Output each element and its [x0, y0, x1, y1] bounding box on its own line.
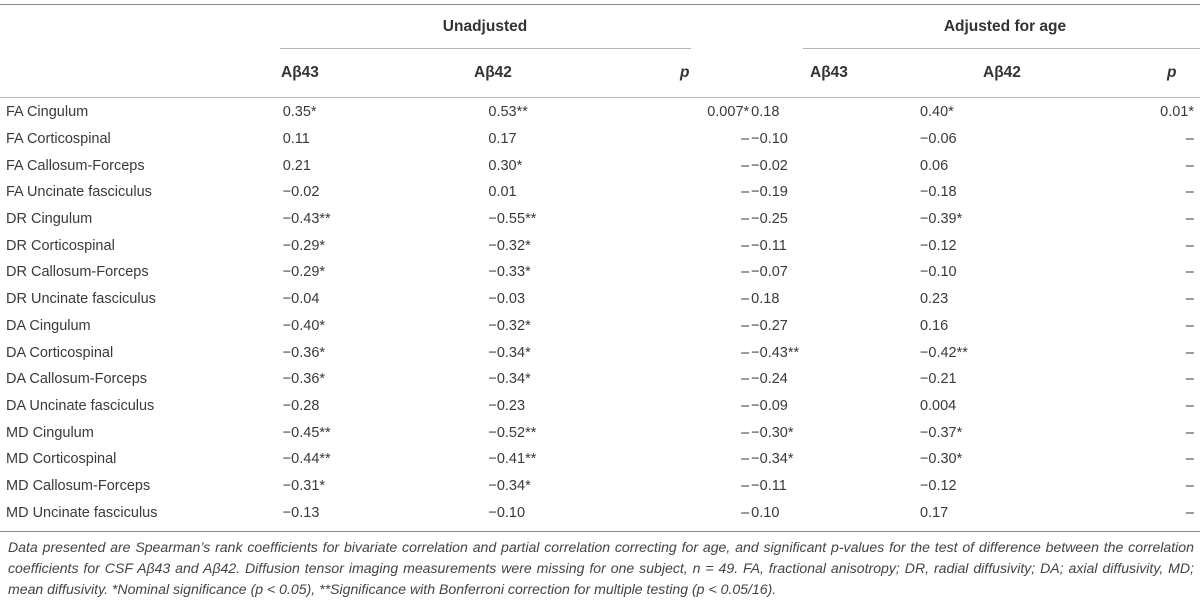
unadjusted-ab43-value: −0.02	[282, 184, 320, 201]
adjusted-p-value: –	[1185, 291, 1194, 308]
row-label: FA Cingulum	[6, 104, 89, 121]
row-label: MD Corticospinal	[6, 451, 117, 468]
row-label: DR Cingulum	[6, 211, 93, 228]
row-label: FA Uncinate fasciculus	[6, 184, 152, 201]
adjusted-ab43-value: −0.11	[751, 477, 787, 494]
adjusted-ab43-value: −0.27	[751, 317, 788, 334]
unadjusted-p-value: 0.007*	[707, 104, 750, 121]
row-label: DR Corticospinal	[6, 237, 115, 254]
row-label: DA Corticospinal	[6, 344, 114, 361]
adjusted-ab42-value: −0.21	[919, 371, 957, 388]
adjusted-ab42-value: 0.17	[919, 504, 949, 521]
unadjusted-ab42-value: −0.55**	[488, 211, 537, 228]
table-row	[6, 473, 1200, 500]
unadjusted-ab43-value: −0.36*	[282, 344, 326, 361]
adjusted-p-value: –	[1185, 211, 1194, 228]
unadjusted-ab42-value: −0.52**	[488, 424, 537, 441]
adjusted-p-value: –	[1185, 371, 1194, 388]
adjusted-p-value: –	[1185, 131, 1194, 148]
row-label: DA Callosum-Forceps	[6, 371, 148, 388]
table-footnote: Data presented are Spearman’s rank coefficients for bivariate correlation and partial correlation correcting for age, and significant p-values for the test of difference between the correlation coefficients for CSF Aβ43 and Aβ42. Diffusion tensor imaging measurements were missing for one subject, n = 49. FA, fractional anisotropy; DR, radial diffusivity; DA; axial diffusivity, MD; mean diffusivity. *Nominal significance (p < 0.05), **Significance with Bonferroni correction for multiple testing (p < 0.05/16).	[8, 539, 1194, 597]
adjusted-p-value: 0.01*	[1160, 104, 1194, 121]
unadjusted-ab42-value: −0.32*	[488, 317, 531, 334]
unadjusted-ab43-value: −0.29*	[282, 264, 326, 281]
table-row	[6, 232, 1200, 259]
row-label: DR Callosum-Forceps	[6, 264, 149, 281]
adjusted-ab42-value: −0.10	[919, 264, 957, 281]
unadjusted-p-value: –	[741, 397, 750, 414]
table-row	[6, 259, 1200, 286]
table-row	[6, 366, 1200, 393]
adjusted-p-value: –	[1185, 344, 1194, 361]
table-row	[6, 152, 1200, 179]
unadjusted-ab42-value: 0.17	[488, 131, 517, 148]
adjusted-ab43-value: −0.09	[751, 397, 788, 414]
table-row	[6, 286, 1200, 313]
group-rule-unadjusted	[280, 48, 691, 49]
table-row	[6, 499, 1200, 526]
adjusted-p-value: –	[1185, 157, 1194, 174]
table-row	[6, 339, 1200, 366]
unadjusted-ab42-value: −0.03	[488, 291, 526, 308]
table-row	[6, 99, 1200, 126]
adjusted-ab43-value: −0.34*	[751, 451, 794, 468]
table-row	[6, 419, 1200, 446]
row-label: FA Callosum-Forceps	[6, 157, 145, 174]
adjusted-p-value: –	[1185, 477, 1194, 494]
unadjusted-ab42-value: −0.34*	[488, 371, 531, 388]
adjusted-ab42-value: −0.06	[919, 131, 957, 148]
unadjusted-ab42-value: 0.53**	[488, 104, 528, 121]
table-row	[6, 446, 1200, 473]
unadjusted-ab43-value: −0.28	[282, 397, 320, 414]
unadjusted-p-value: –	[741, 211, 750, 228]
unadjusted-ab43-value: −0.44**	[282, 451, 331, 468]
colhdr-unadjusted-p: p	[680, 64, 690, 81]
adjusted-ab42-value: 0.23	[919, 291, 949, 308]
group-header-unadjusted: Unadjusted	[442, 18, 528, 35]
unadjusted-ab42-value: −0.32*	[488, 237, 531, 254]
unadjusted-ab43-value: −0.43**	[282, 211, 331, 228]
adjusted-ab43-value: 0.10	[751, 504, 780, 521]
unadjusted-p-value: –	[741, 504, 750, 521]
colhdr-adjusted-ab43: Aβ43	[810, 64, 848, 81]
colhdr-adjusted-ab42: Aβ42	[983, 64, 1021, 81]
unadjusted-ab43-value: −0.13	[282, 504, 320, 521]
unadjusted-ab43-value: −0.04	[282, 291, 320, 308]
colhdr-unadjusted-ab43: Aβ43	[281, 64, 319, 81]
row-label: FA Corticospinal	[6, 131, 111, 148]
adjusted-p-value: –	[1185, 424, 1194, 441]
unadjusted-ab42-value: −0.34*	[488, 344, 531, 361]
unadjusted-p-value: –	[741, 477, 750, 494]
adjusted-ab42-value: −0.37*	[919, 424, 963, 441]
adjusted-ab43-value: −0.30*	[751, 424, 794, 441]
unadjusted-ab42-value: 0.30*	[488, 157, 523, 174]
unadjusted-ab42-value: −0.23	[488, 397, 526, 414]
colhdr-unadjusted-ab42: Aβ42	[474, 64, 512, 81]
row-label: MD Cingulum	[6, 424, 94, 441]
table-row	[6, 179, 1200, 206]
unadjusted-p-value: –	[741, 131, 750, 148]
unadjusted-ab43-value: −0.45**	[282, 424, 331, 441]
unadjusted-ab42-value: −0.10	[488, 504, 526, 521]
unadjusted-ab43-value: 0.21	[282, 157, 311, 174]
colhdr-adjusted-p: p	[1167, 64, 1177, 81]
unadjusted-ab43-value: −0.31*	[282, 477, 326, 494]
adjusted-p-value: –	[1185, 451, 1194, 468]
unadjusted-ab42-value: 0.01	[488, 184, 517, 201]
adjusted-ab43-value: −0.25	[751, 211, 788, 228]
unadjusted-p-value: –	[741, 237, 750, 254]
unadjusted-p-value: –	[741, 291, 750, 308]
adjusted-ab42-value: −0.12	[919, 237, 957, 254]
unadjusted-ab43-value: −0.40*	[282, 317, 326, 334]
unadjusted-p-value: –	[741, 157, 750, 174]
unadjusted-p-value: –	[741, 317, 750, 334]
unadjusted-p-value: –	[741, 451, 750, 468]
unadjusted-ab43-value: 0.35*	[282, 104, 317, 121]
table-row	[6, 126, 1200, 153]
adjusted-p-value: –	[1185, 264, 1194, 281]
adjusted-ab43-value: −0.07	[751, 264, 788, 281]
adjusted-ab42-value: 0.004	[919, 397, 957, 414]
adjusted-ab42-value: 0.06	[919, 157, 949, 174]
adjusted-ab43-value: 0.18	[751, 104, 780, 121]
adjusted-ab43-value: −0.19	[751, 184, 788, 201]
unadjusted-ab42-value: −0.34*	[488, 477, 531, 494]
unadjusted-ab43-value: 0.11	[282, 131, 310, 148]
group-rule-adjusted	[803, 48, 1200, 49]
adjusted-ab43-value: −0.24	[751, 371, 788, 388]
row-label: MD Uncinate fasciculus	[6, 504, 158, 521]
adjusted-ab42-value: −0.18	[919, 184, 957, 201]
header-bottom-rule	[0, 97, 1200, 98]
table-top-rule	[0, 4, 1200, 5]
data-table	[6, 99, 1200, 526]
row-label: MD Callosum-Forceps	[6, 477, 151, 494]
unadjusted-ab43-value: −0.36*	[282, 371, 326, 388]
adjusted-ab42-value: −0.42**	[919, 344, 968, 361]
adjusted-ab42-value: 0.16	[919, 317, 949, 334]
table-row	[6, 206, 1200, 233]
table-bottom-rule	[0, 531, 1200, 532]
adjusted-ab43-value: −0.43**	[751, 344, 800, 361]
adjusted-ab42-value: 0.40*	[919, 104, 954, 121]
unadjusted-p-value: –	[741, 264, 750, 281]
adjusted-p-value: –	[1185, 317, 1194, 334]
table-row	[6, 393, 1200, 420]
unadjusted-p-value: –	[741, 184, 750, 201]
adjusted-p-value: –	[1185, 184, 1194, 201]
adjusted-p-value: –	[1185, 397, 1194, 414]
adjusted-ab42-value: −0.12	[919, 477, 957, 494]
table-row	[6, 313, 1200, 340]
adjusted-ab43-value: −0.10	[751, 131, 788, 148]
unadjusted-ab42-value: −0.33*	[488, 264, 531, 281]
adjusted-ab43-value: 0.18	[751, 291, 780, 308]
unadjusted-p-value: –	[741, 371, 750, 388]
row-label: DA Uncinate fasciculus	[6, 397, 155, 414]
unadjusted-ab42-value: −0.41**	[488, 451, 537, 468]
group-header-adjusted: Adjusted for age	[943, 18, 1067, 35]
row-label: DR Uncinate fasciculus	[6, 291, 156, 308]
adjusted-ab42-value: −0.30*	[919, 451, 963, 468]
adjusted-p-value: –	[1185, 504, 1194, 521]
unadjusted-ab43-value: −0.29*	[282, 237, 326, 254]
adjusted-p-value: –	[1185, 237, 1194, 254]
unadjusted-p-value: –	[741, 424, 750, 441]
row-label: DA Cingulum	[6, 317, 91, 334]
adjusted-ab42-value: −0.39*	[919, 211, 963, 228]
adjusted-ab43-value: −0.02	[751, 157, 788, 174]
adjusted-ab43-value: −0.11	[751, 237, 787, 254]
unadjusted-p-value: –	[741, 344, 750, 361]
